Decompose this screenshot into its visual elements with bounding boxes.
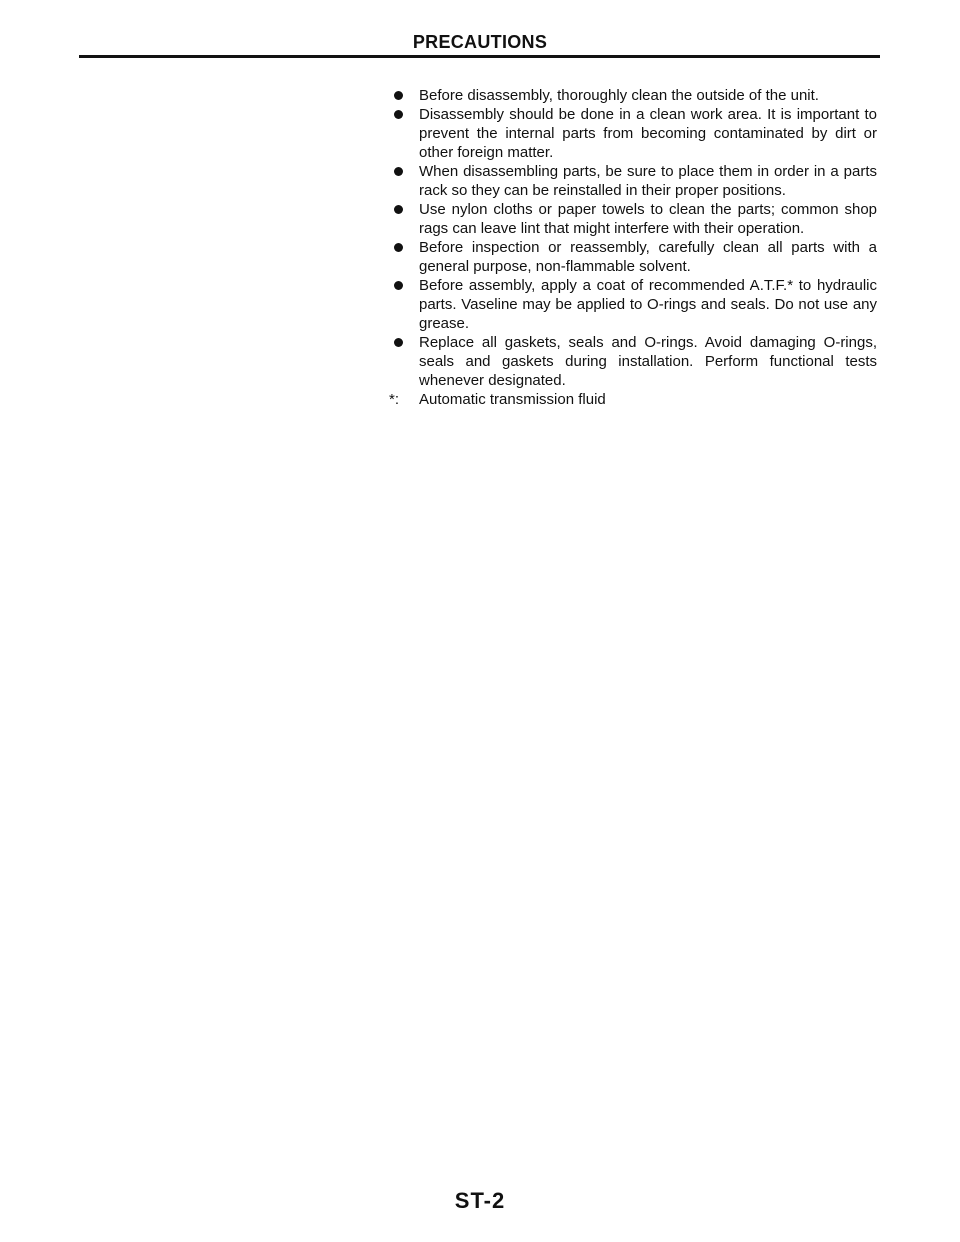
footnote-mark: *: (389, 391, 400, 408)
page-header-title: PRECAUTIONS (412, 32, 548, 52)
list-item-text: Disassembly should be done in a clean work area. It is important to prevent the internal parts from becoming contaminated by dirt or other foreign matter. (419, 106, 877, 161)
list-item (393, 333, 877, 390)
bullet-icon (394, 110, 403, 119)
page-number: ST-2 (454, 1188, 506, 1213)
list-item (393, 86, 877, 105)
bullet-icon (394, 281, 403, 290)
bullet-icon (394, 167, 403, 176)
bullet-icon (394, 91, 403, 100)
list-item-text: When disassembling parts, be sure to place them in order in a parts rack so they can be reinstalled in their proper positions. (419, 163, 877, 199)
precautions-list (389, 86, 877, 409)
footnote-text: Automatic transmission fluid (419, 391, 606, 408)
bullet-icon (394, 243, 403, 252)
list-item (393, 105, 877, 162)
bullet-icon (394, 338, 403, 347)
list-item-text: Before inspection or reassembly, carefully clean all parts with a general purpose, non-flammable solvent. (419, 239, 877, 275)
list-item (393, 200, 877, 238)
list-item (393, 162, 877, 200)
list-item-text: Before assembly, apply a coat of recommended A.T.F.* to hydraulic parts. Vaseline may be applied to O-rings and seals. Do not use any grease. (419, 277, 877, 332)
list-item-text: Use nylon cloths or paper towels to clean the parts; common shop rags can leave lint that might interfere with their operation. (419, 201, 877, 237)
footnote (389, 390, 877, 409)
list-item (393, 276, 877, 333)
list-item-text: Replace all gaskets, seals and O-rings. Avoid damaging O-rings, seals and gaskets during installation. Perform functional tests whenever designated. (419, 334, 877, 389)
header-rule (79, 55, 880, 58)
list-item (393, 238, 877, 276)
list-item-text: Before disassembly, thoroughly clean the outside of the unit. (419, 87, 819, 104)
bullet-icon (394, 205, 403, 214)
